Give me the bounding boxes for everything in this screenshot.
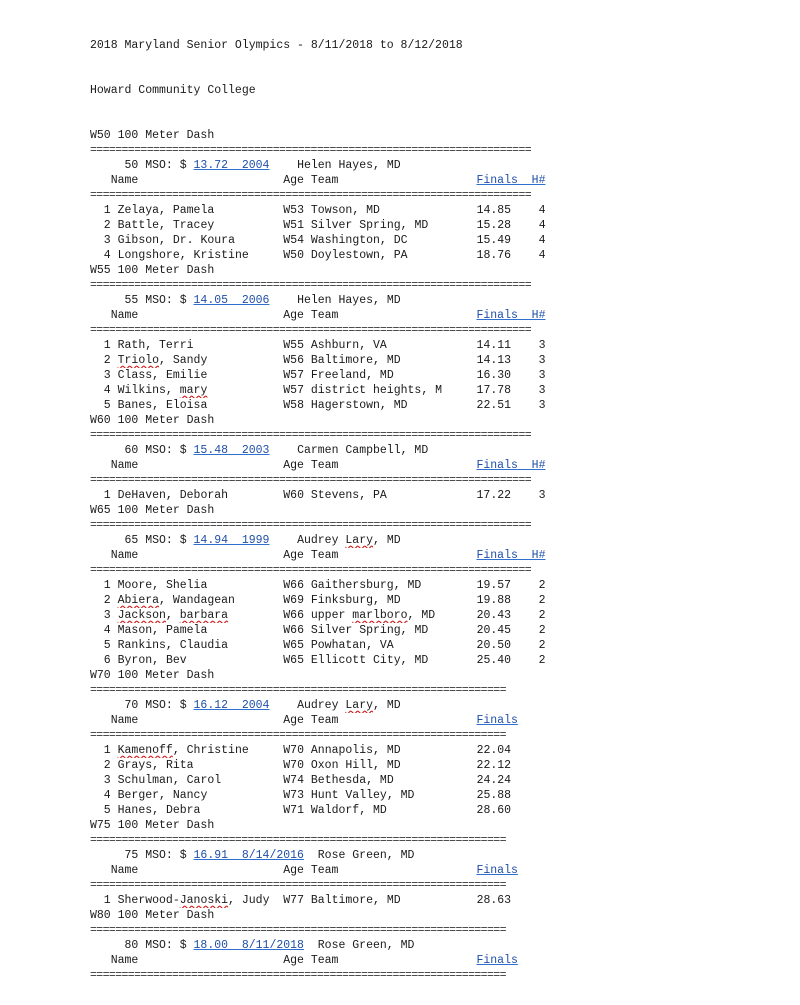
- record-line: 60 MSO: $ 15.48 2003 Carmen Campbell, MD: [90, 444, 429, 457]
- separator: ==================================================================: [90, 729, 506, 742]
- event-title: W60 100 Meter Dash: [90, 414, 215, 427]
- record-line: 65 MSO: $ 14.94 1999 Audrey Lary, MD: [90, 534, 401, 547]
- finals-header: Finals H#: [476, 549, 546, 562]
- record-value: 15.48 2003: [193, 444, 270, 457]
- spellcheck-flag: marlboro: [352, 609, 408, 622]
- event-title: W70 100 Meter Dash: [90, 669, 215, 682]
- finals-header: Finals H#: [476, 174, 546, 187]
- separator: ======================================================================: [90, 564, 532, 577]
- record-value: 13.72 2004: [193, 159, 270, 172]
- column-header: Name Age Team Finals H#: [90, 459, 546, 472]
- column-header: Name Age Team Finals H#: [90, 309, 546, 322]
- separator: ==================================================================: [90, 969, 506, 982]
- venue-name: Howard Community College: [90, 84, 256, 97]
- spellcheck-flag: Triolo: [117, 354, 160, 367]
- result-row: 2 Abiera, Wandagean W69 Finksburg, MD 19.88 2: [90, 594, 546, 607]
- result-row: 6 Byron, Bev W65 Ellicott City, MD 25.40 2: [90, 654, 546, 667]
- record-line: 50 MSO: $ 13.72 2004 Helen Hayes, MD: [90, 159, 401, 172]
- result-row: 3 Gibson, Dr. Koura W54 Washington, DC 15.49 4: [90, 234, 546, 247]
- result-row: 3 Class, Emilie W57 Freeland, MD 16.30 3: [90, 369, 546, 382]
- separator: ==================================================================: [90, 684, 506, 697]
- result-row: 3 Schulman, Carol W74 Bethesda, MD 24.24: [90, 774, 512, 787]
- separator: ======================================================================: [90, 429, 532, 442]
- separator: ======================================================================: [90, 324, 532, 337]
- result-row: 5 Rankins, Claudia W65 Powhatan, VA 20.50 2: [90, 639, 546, 652]
- column-header: Name Age Team Finals H#: [90, 549, 546, 562]
- event-title: W65 100 Meter Dash: [90, 504, 215, 517]
- record-value: 16.12 2004: [193, 699, 270, 712]
- separator: ======================================================================: [90, 189, 532, 202]
- separator: ======================================================================: [90, 474, 532, 487]
- finals-header: Finals: [476, 714, 518, 727]
- results-document: [90, 8, 690, 998]
- result-row: 5 Hanes, Debra W71 Waldorf, MD 28.60: [90, 804, 512, 817]
- record-line: 75 MSO: $ 16.91 8/14/2016 Rose Green, MD: [90, 849, 415, 862]
- result-row: 2 Triolo, Sandy W56 Baltimore, MD 14.13 3: [90, 354, 546, 367]
- event-section: [90, 413, 690, 503]
- event-section: [90, 128, 690, 263]
- result-row: 2 Grays, Rita W70 Oxon Hill, MD 22.12: [90, 759, 512, 772]
- event-title: W55 100 Meter Dash: [90, 264, 215, 277]
- spellcheck-flag: Abiera: [117, 594, 160, 607]
- result-row: 1 Moore, Shelia W66 Gaithersburg, MD 19.57 2: [90, 579, 546, 592]
- record-value: 16.91 8/14/2016: [193, 849, 304, 862]
- column-header: Name Age Team Finals: [90, 864, 518, 877]
- spellcheck-flag: mary: [179, 384, 208, 397]
- result-row: 4 Mason, Pamela W66 Silver Spring, MD 20.45 2: [90, 624, 546, 637]
- finals-header: Finals H#: [476, 309, 546, 322]
- result-row: 5 Banes, Eloisa W58 Hagerstown, MD 22.51 3: [90, 399, 546, 412]
- event-title: W75 100 Meter Dash: [90, 819, 215, 832]
- event-section: [90, 818, 690, 908]
- column-header: Name Age Team Finals: [90, 714, 518, 727]
- event-section: [90, 908, 690, 983]
- event-section: [90, 503, 690, 668]
- record-value: 14.05 2006: [193, 294, 270, 307]
- spellcheck-flag: Lary: [345, 699, 373, 712]
- spellcheck-flag: Kamenoff: [117, 744, 173, 757]
- result-row: 3 Jackson, barbara W66 upper marlboro, MD 20.43 2: [90, 609, 546, 622]
- event-section: [90, 668, 690, 818]
- record-line: 55 MSO: $ 14.05 2006 Helen Hayes, MD: [90, 294, 401, 307]
- result-row: 4 Wilkins, mary W57 district heights, M 17.78 3: [90, 384, 546, 397]
- separator: ======================================================================: [90, 144, 532, 157]
- event-title: W50 100 Meter Dash: [90, 129, 215, 142]
- separator: ======================================================================: [90, 279, 532, 292]
- record-value: 14.94 1999: [193, 534, 270, 547]
- document-title: 2018 Maryland Senior Olympics - 8/11/2018 to 8/12/2018: [90, 39, 463, 52]
- events-container: [90, 128, 690, 983]
- result-row: 2 Battle, Tracey W51 Silver Spring, MD 15.28 4: [90, 219, 546, 232]
- column-header: Name Age Team Finals: [90, 954, 518, 967]
- result-row: 1 Sherwood-Janoski, Judy W77 Baltimore, MD 28.63: [90, 894, 512, 907]
- event-title: W80 100 Meter Dash: [90, 909, 215, 922]
- spellcheck-flag: Janoski: [179, 894, 229, 907]
- result-row: 1 Rath, Terri W55 Ashburn, VA 14.11 3: [90, 339, 546, 352]
- finals-header: Finals: [476, 954, 518, 967]
- spellcheck-flag: Jackson: [117, 609, 166, 622]
- separator: ==================================================================: [90, 924, 506, 937]
- result-row: 4 Berger, Nancy W73 Hunt Valley, MD 25.88: [90, 789, 512, 802]
- result-row: 4 Longshore, Kristine W50 Doylestown, PA 18.76 4: [90, 249, 546, 262]
- spellcheck-flag: barbara: [179, 609, 229, 622]
- finals-header: Finals: [476, 864, 518, 877]
- finals-header: Finals H#: [476, 459, 546, 472]
- separator: ==================================================================: [90, 879, 506, 892]
- separator: ==================================================================: [90, 834, 506, 847]
- event-section: [90, 263, 690, 413]
- result-row: 1 Zelaya, Pamela W53 Towson, MD 14.85 4: [90, 204, 546, 217]
- column-header: Name Age Team Finals H#: [90, 174, 546, 187]
- record-line: 80 MSO: $ 18.00 8/11/2018 Rose Green, MD: [90, 939, 415, 952]
- spellcheck-flag: Lary: [345, 534, 373, 547]
- record-line: 70 MSO: $ 16.12 2004 Audrey Lary, MD: [90, 699, 401, 712]
- result-row: 1 Kamenoff, Christine W70 Annapolis, MD 22.04: [90, 744, 512, 757]
- record-value: 18.00 8/11/2018: [193, 939, 304, 952]
- separator: ======================================================================: [90, 519, 532, 532]
- result-row: 1 DeHaven, Deborah W60 Stevens, PA 17.22 3: [90, 489, 546, 502]
